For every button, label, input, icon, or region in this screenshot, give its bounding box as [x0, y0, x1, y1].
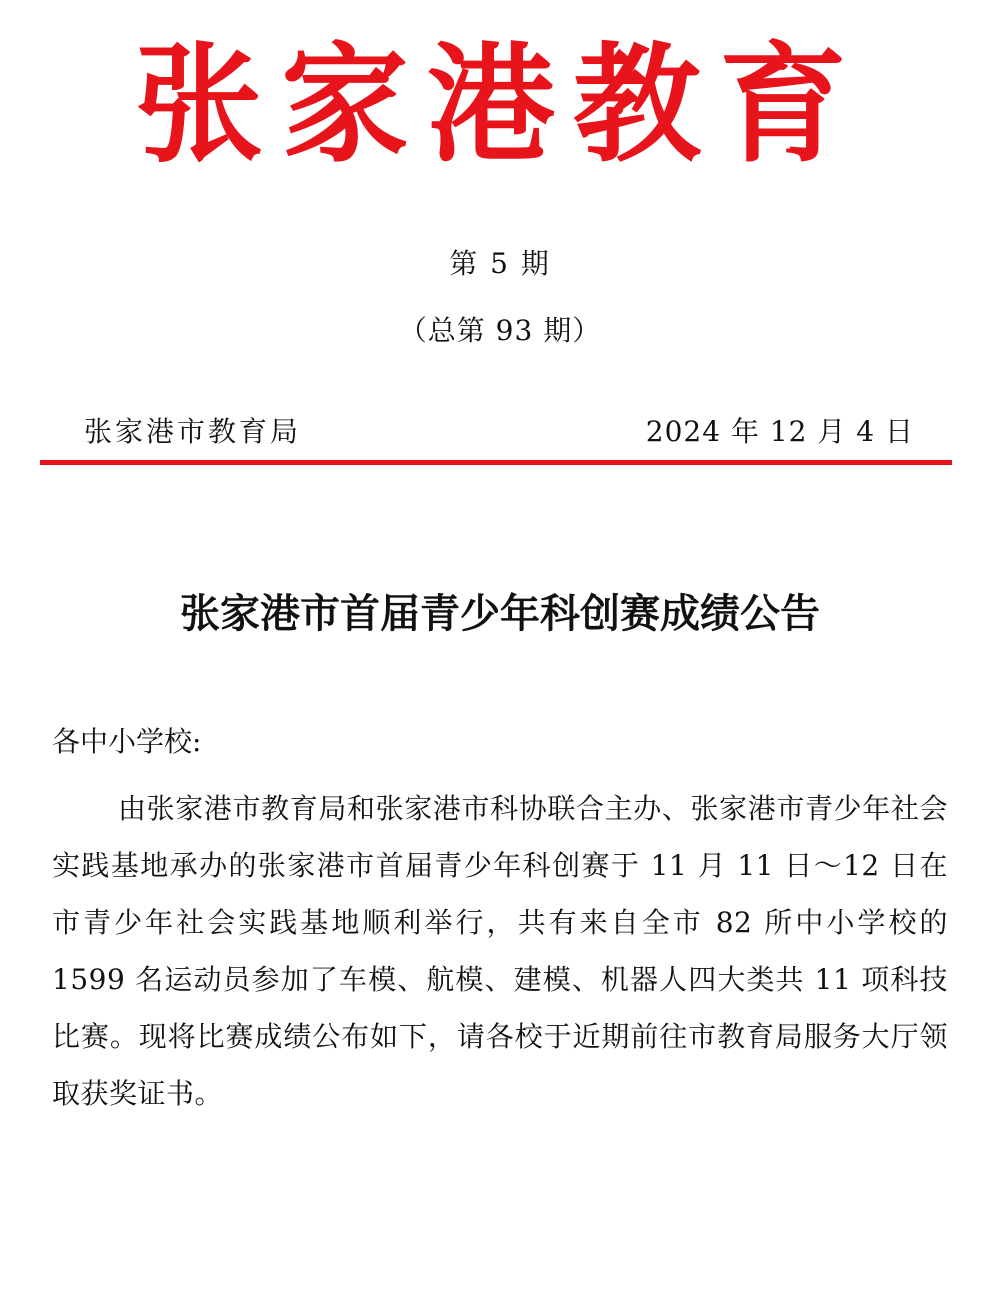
publisher-name: 张家港市教育局	[84, 415, 302, 448]
issue-number: 第 5 期	[449, 247, 551, 280]
body-paragraph: 由张家港市教育局和张家港市科协联合主办、张家港市青少年社会实践基地承办的张家港市首届青少年科创赛于 11 月 11 日～12 日在市青少年社会实践基地顺利举行，共有来自全市 82 所中小学校的 1599 名运动员参加了车模、航模、建模、机器人四大类共 11 项科技比赛。现将比赛成绩公布如下，请各校于近期前往市教育局服务大厅领取获奖证书。	[52, 792, 948, 1110]
document-title: 张家港市首届青少年科创赛成绩公告	[180, 591, 820, 637]
issue-total-number: （总第 93 期）	[398, 314, 602, 347]
masthead-title: 张家港教育	[134, 30, 865, 180]
publication-date: 2024 年 12 月 4 日	[645, 415, 914, 448]
red-divider-line	[40, 460, 952, 465]
salutation: 各中小学校:	[52, 725, 202, 758]
